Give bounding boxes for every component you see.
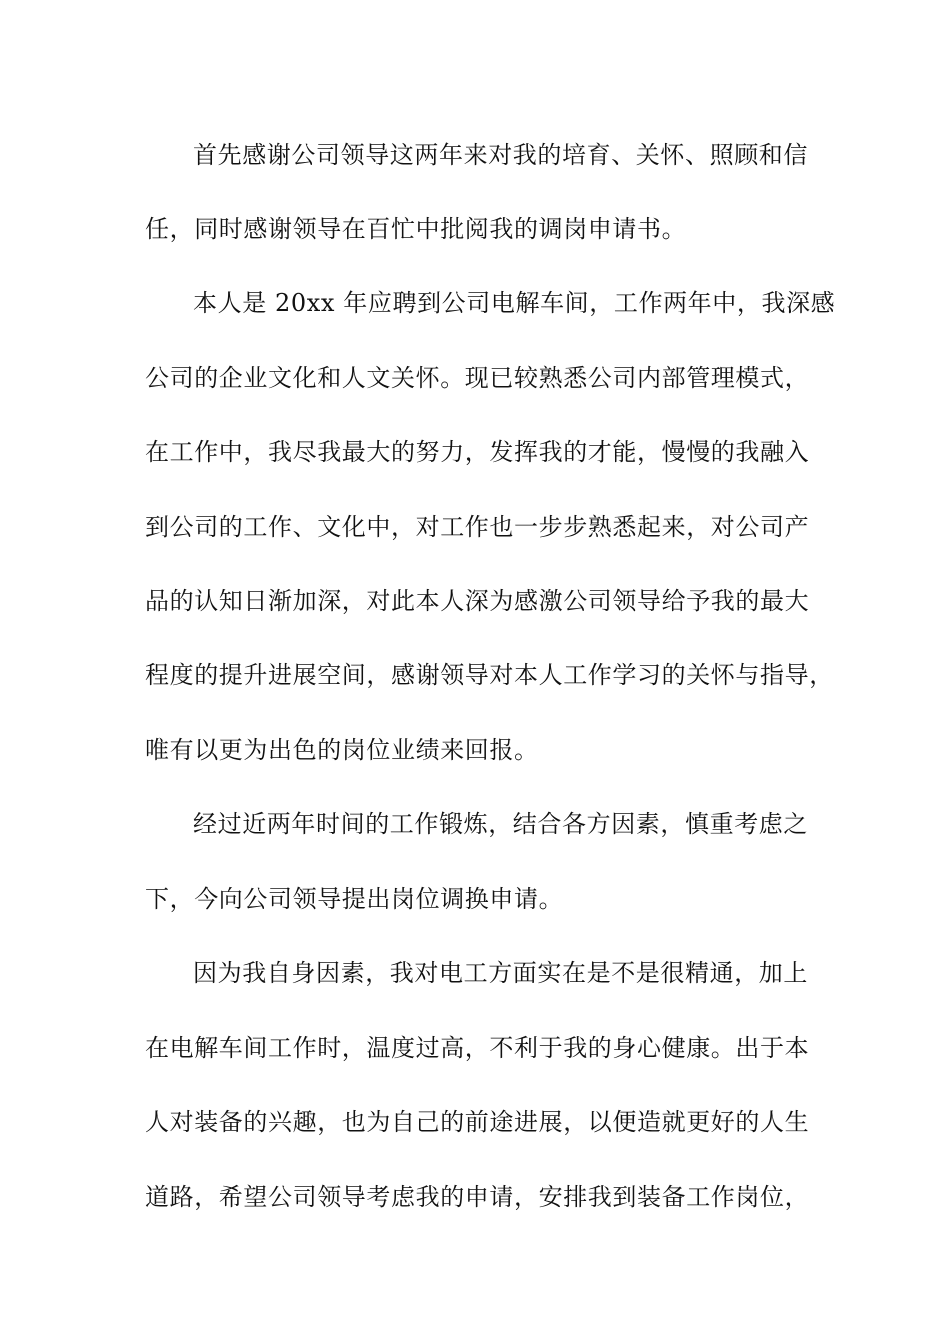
paragraph-4-line-3: 人对装备的兴趣，也为自己的前途进展，以便造就更好的人生 — [145, 1108, 810, 1136]
paragraph-2-line-1: 本人是 20xx 年应聘到公司电解车间，工作两年中，我深感 — [193, 289, 836, 317]
paragraph-4-line-2: 在电解车间工作时，温度过高，不利于我的身心健康。出于本 — [145, 1034, 810, 1062]
paragraph-4-line-4: 道路，希望公司领导考虑我的申请，安排我到装备工作岗位， — [145, 1183, 810, 1211]
paragraph-2-line-6: 程度的提升进展空间，感谢领导对本人工作学习的关怀与指导， — [145, 661, 834, 689]
paragraph-4-line-1: 因为我自身因素，我对电工方面实在是不是很精通，加上 — [193, 959, 808, 987]
paragraph-1-line-2: 任，同时感谢领导在百忙中批阅我的调岗申请书。 — [145, 215, 687, 243]
paragraph-2-line-4: 到公司的工作、文化中，对工作也一步步熟悉起来，对公司产 — [145, 513, 810, 541]
paragraph-1-line-1: 首先感谢公司领导这两年来对我的培育、关怀、照顾和信 — [193, 141, 808, 169]
paragraph-2-line-3: 在工作中，我尽我最大的努力，发挥我的才能，慢慢的我融入 — [145, 438, 810, 466]
paragraph-2-line-2: 公司的企业文化和人文关怀。现已较熟悉公司内部管理模式， — [145, 364, 810, 392]
paragraph-3-line-2: 下，今向公司领导提出岗位调换申请。 — [145, 885, 564, 913]
paragraph-2-line-5: 品的认知日渐加深，对此本人深为感激公司领导给予我的最大 — [145, 587, 810, 615]
paragraph-3-line-1: 经过近两年时间的工作锻炼，结合各方因素，慎重考虑之 — [193, 810, 808, 838]
paragraph-2-line-7: 唯有以更为出色的岗位业绩来回报。 — [145, 736, 539, 764]
